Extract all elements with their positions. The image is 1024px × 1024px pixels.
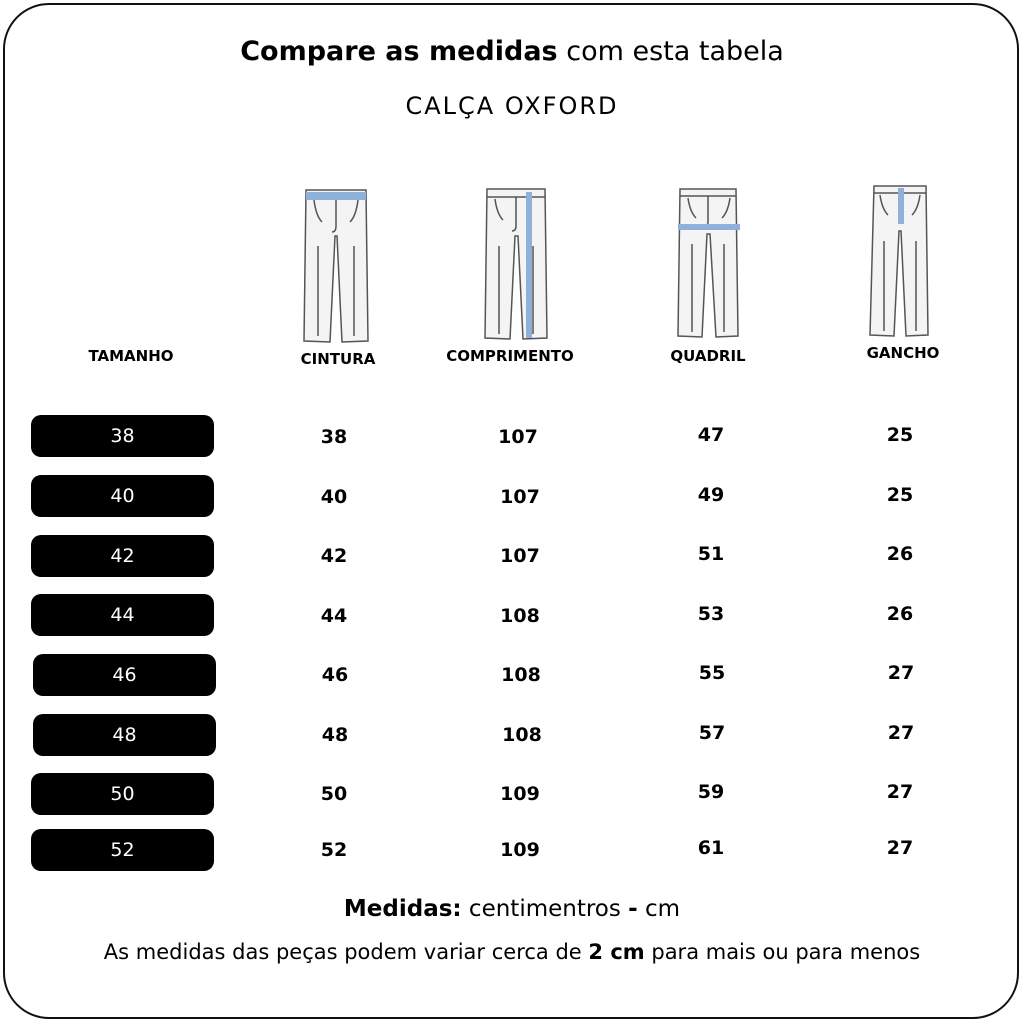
- cell-quadril: 55: [698, 662, 726, 684]
- cell-gancho: 27: [887, 722, 915, 744]
- units-value: centimentros: [468, 896, 621, 922]
- cell-cintura: 44: [320, 605, 348, 627]
- cell-cintura: 38: [320, 426, 348, 448]
- header-gancho: GANCHO: [866, 344, 940, 362]
- cell-gancho: 26: [886, 543, 914, 565]
- note-before: As medidas das peças podem variar cerca de: [103, 940, 582, 964]
- units-line: [0, 896, 1024, 922]
- cell-cintura: 52: [320, 839, 348, 861]
- cell-gancho: 27: [886, 781, 914, 803]
- size-pill: 40: [31, 475, 214, 517]
- cell-gancho: 25: [886, 484, 914, 506]
- units-dash: -: [628, 896, 638, 922]
- pants-gancho-icon: [866, 183, 934, 341]
- cell-quadril: 57: [698, 722, 726, 744]
- size-pill: 50: [31, 773, 214, 815]
- cell-gancho: 26: [886, 603, 914, 625]
- cell-comprimento: 109: [500, 839, 540, 861]
- title-bold: Compare as medidas: [240, 36, 558, 67]
- units-abbr: cm: [645, 896, 681, 922]
- cell-comprimento: 107: [500, 486, 540, 508]
- cell-cintura: 48: [321, 724, 349, 746]
- cell-cintura: 46: [321, 664, 349, 686]
- pants-cintura-icon: [296, 186, 376, 350]
- header-cintura: CINTURA: [300, 350, 376, 368]
- size-pill: 38: [31, 415, 214, 457]
- cell-comprimento: 108: [500, 605, 540, 627]
- header-quadril: QUADRIL: [670, 347, 746, 365]
- variation-note: [0, 940, 1024, 964]
- size-pill: 46: [33, 654, 216, 696]
- cell-quadril: 49: [697, 484, 725, 506]
- cell-quadril: 51: [697, 543, 725, 565]
- cell-comprimento: 107: [498, 426, 538, 448]
- cell-comprimento: 108: [501, 664, 541, 686]
- cell-gancho: 27: [886, 837, 914, 859]
- units-label: Medidas:: [343, 896, 462, 922]
- product-name: CALÇA OXFORD: [405, 92, 619, 120]
- cell-gancho: 27: [887, 662, 915, 684]
- cell-cintura: 42: [320, 545, 348, 567]
- note-after: para mais ou para menos: [651, 940, 921, 964]
- size-pill: 48: [33, 714, 216, 756]
- cell-quadril: 59: [697, 781, 725, 803]
- cell-cintura: 50: [320, 783, 348, 805]
- note-bold: 2 cm: [588, 940, 645, 964]
- cell-comprimento: 109: [500, 783, 540, 805]
- cell-quadril: 47: [697, 424, 725, 446]
- cell-gancho: 25: [886, 424, 914, 446]
- cell-quadril: 53: [697, 603, 725, 625]
- size-pill: 44: [31, 594, 214, 636]
- cell-comprimento: 107: [500, 545, 540, 567]
- header-comprimento: COMPRIMENTO: [446, 347, 574, 365]
- size-pill: 42: [31, 535, 214, 577]
- cell-quadril: 61: [697, 837, 725, 859]
- header-size: TAMANHO: [88, 347, 174, 365]
- pants-comprimento-icon: [479, 186, 553, 346]
- cell-cintura: 40: [320, 486, 348, 508]
- cell-comprimento: 108: [502, 724, 542, 746]
- title-rest: com esta tabela: [566, 36, 784, 67]
- pants-quadril-icon: [674, 186, 744, 342]
- size-pill: 52: [31, 829, 214, 871]
- page-title: [0, 36, 1024, 67]
